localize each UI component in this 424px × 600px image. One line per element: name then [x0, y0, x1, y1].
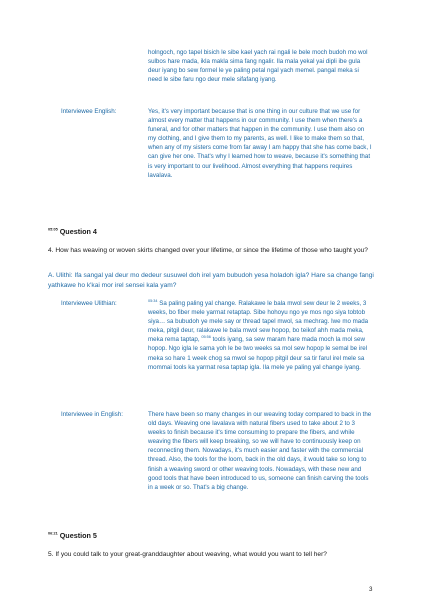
- question-4-text: 4. How has weaving or woven skirts changed over your lifetime, or since the lifetime of those who taught you?: [48, 247, 368, 254]
- interviewee-english-label: Interviewee English:: [61, 108, 117, 115]
- timestamp: 05:05: [48, 227, 58, 232]
- question-5-text: 5. If you could talk to your great-granddaughter about weaving, what would you want to tell her?: [48, 551, 327, 558]
- page-number: 3: [369, 586, 373, 593]
- interviewee-in-english-answer: There have been so many changes in our weaving today compared to back in the old days. Weaving one lavalava with natural fibers used to take about 2 to 3 weeks to finish because it's time consuming to prepare the fibers, and while weaving the fibers will keep breaking, so we will have to continuously keep on reconnecting them. Nowadays, it's much easier and faster with the commercial thread. Also, the tools for the loom, back in the old days, it would take so long to finish a weaving sword or other weaving tools. Nowadays, with these new and good tools that have been introduced to us, someone can finish carving the tools in a week or so. That's a big change.: [148, 411, 372, 491]
- timestamp: 05:34: [148, 298, 158, 303]
- question-4-ulithi: A. Ulithi: Ifa sangal yal deur mo dedeur susuwel doh irel yam bubudoh yesa holadoh igla? Hare sa change fangi yathkawe ho k'kai mor irel sensei kala yam?: [48, 272, 374, 289]
- interviewee-ulithian-label: Interviewee Ulithian:: [61, 300, 117, 307]
- interviewee-in-english-label: Interviewee in English:: [61, 411, 123, 418]
- question-5-heading: $^{06:21}$ Question 5: [48, 531, 97, 540]
- ulithian-answer-continued: holngoch, ngo tapel bisich le sibe kael yach rai ngali le bele moch budoh mo wol sulbos hare mada, ikla makla sima fang ngalir. Ila mala yekal yai dipli ibe gula deur iyang bo sew formel le ye paling petal ngal yach memel. pangal meka si need le sibe faru ngo deur mele sifafang iyang.: [148, 49, 368, 84]
- timestamp: 05:56: [201, 335, 211, 340]
- interviewee-english-answer: Yes, it's very important because that is one thing in our culture that we use for almost every matter that happens in our community. I use them when there's a funeral, and for other matters that happen in the community. I use them also on my clothing, and I give them to my parents, as well. I like to make them so that, when any of my sisters come from far away I am happy that she has come back, I can give her one. That's why I learned how to weave, because it's something that is very important to our livelihood. Almost everything that happens requires lavalava.: [148, 108, 372, 179]
- question-4-heading: $^{05:05}$ Question 4: [48, 227, 97, 236]
- timestamp: 06:21: [48, 531, 58, 536]
- interviewee-ulithian-answer: $^{05:34}$ Sa paling paling yal change. Ralakawe le bala mwol sew deur le 2 weeks, 3 weeks, bo fiber mele yarmat retaptap. Sibe hohoyu ngo ye mos ngo siya tobtob siya… sa bubudoh ye mele say or thread tapel mwol, sa mechrag. Iwe mo mada meka, pitgil deur, ralakawe le bala mwol sew hopop, bo teikof ahh mada meka, meka rema taptap, $^{05:56}$ tools iyang, sa sew maram hare mada moch la mol sew hopop. Ngo igla le sama yoh le be two weeks sa mol sew hopop le semal be irel meka so hare 1 week chog sa mwol se hopop pitgil deur sa tir farul irel mele sa mommai tools ka yarmat resa taptap igla. Ila mele ye paling yal change iyang.: [148, 298, 369, 371]
